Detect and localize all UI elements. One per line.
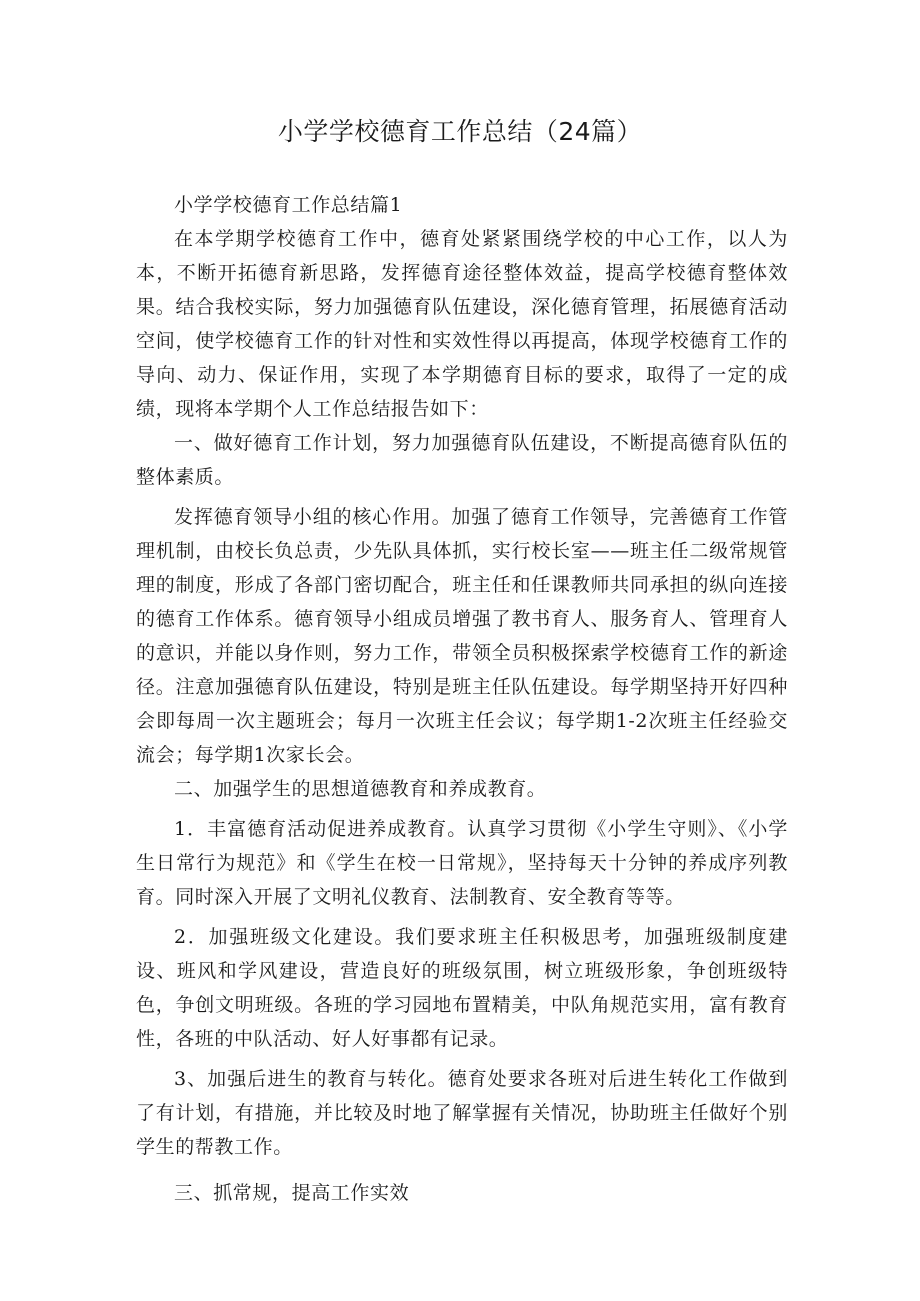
document-title: 小学学校德育工作总结（24篇）	[277, 117, 643, 146]
paragraph: 1．丰富德育活动促进养成教育。认真学习贯彻《小学生守则》、《小学生日常行为规范》和《学生在校一日常规》，坚持每天十分钟的养成序列教育。同时深入开展了文明礼仪教育、法制教育、安全教育等等。	[136, 818, 788, 908]
document-body	[136, 188, 788, 1210]
paragraph: 2．加强班级文化建设。我们要求班主任积极思考，加强班级制度建设、班风和学风建设，营造良好的班级氛围，树立班级形象，争创班级特色，争创文明班级。各班的学习园地布置精美，中队角规范实用，富有教育性，各班的中队活动、好人好事都有记录。	[136, 926, 788, 1050]
paragraph: 一、做好德育工作计划，努力加强德育队伍建设，不断提高德育队伍的整体素质。	[136, 432, 788, 488]
paragraph: 发挥德育领导小组的核心作用。加强了德育工作领导，完善德育工作管理机制，由校长负总责，少先队具体抓，实行校长室——班主任二级常规管理的制度，形成了各部门密切配合，班主任和任课教师共同承担的纵向连接的德育工作体系。德育领导小组成员增强了教书育人、服务育人、管理育人的意识，并能以身作则，努力工作，带领全员积极探索学校德育工作的新途径。注意加强德育队伍建设，特别是班主任队伍建设。每学期坚持开好四种会即每周一次主题班会；每月一次班主任会议；每学期1-2次班主任经验交流会；每学期1次家长会。	[136, 506, 788, 766]
paragraph: 3、加强后进生的教育与转化。德育处要求各班对后进生转化工作做到了有计划，有措施，并比较及时地了解掌握有关情况，协助班主任做好个别学生的帮教工作。	[136, 1068, 788, 1158]
paragraph: 三、抓常规，提高工作实效	[174, 1182, 410, 1204]
paragraph: 二、加强学生的思想道德教育和养成教育。	[174, 778, 547, 800]
paragraph: 在本学期学校德育工作中，德育处紧紧围绕学校的中心工作，以人为本，不断开拓德育新思路，发挥德育途径整体效益，提高学校德育整体效果。结合我校实际，努力加强德育队伍建设，深化德育管理，拓展德育活动空间，使学校德育工作的针对性和实效性得以再提高，体现学校德育工作的导向、动力、保证作用，实现了本学期德育目标的要求，取得了一定的成绩，现将本学期个人工作总结报告如下：	[136, 228, 788, 420]
section-heading: 小学学校德育工作总结篇1	[174, 194, 403, 216]
